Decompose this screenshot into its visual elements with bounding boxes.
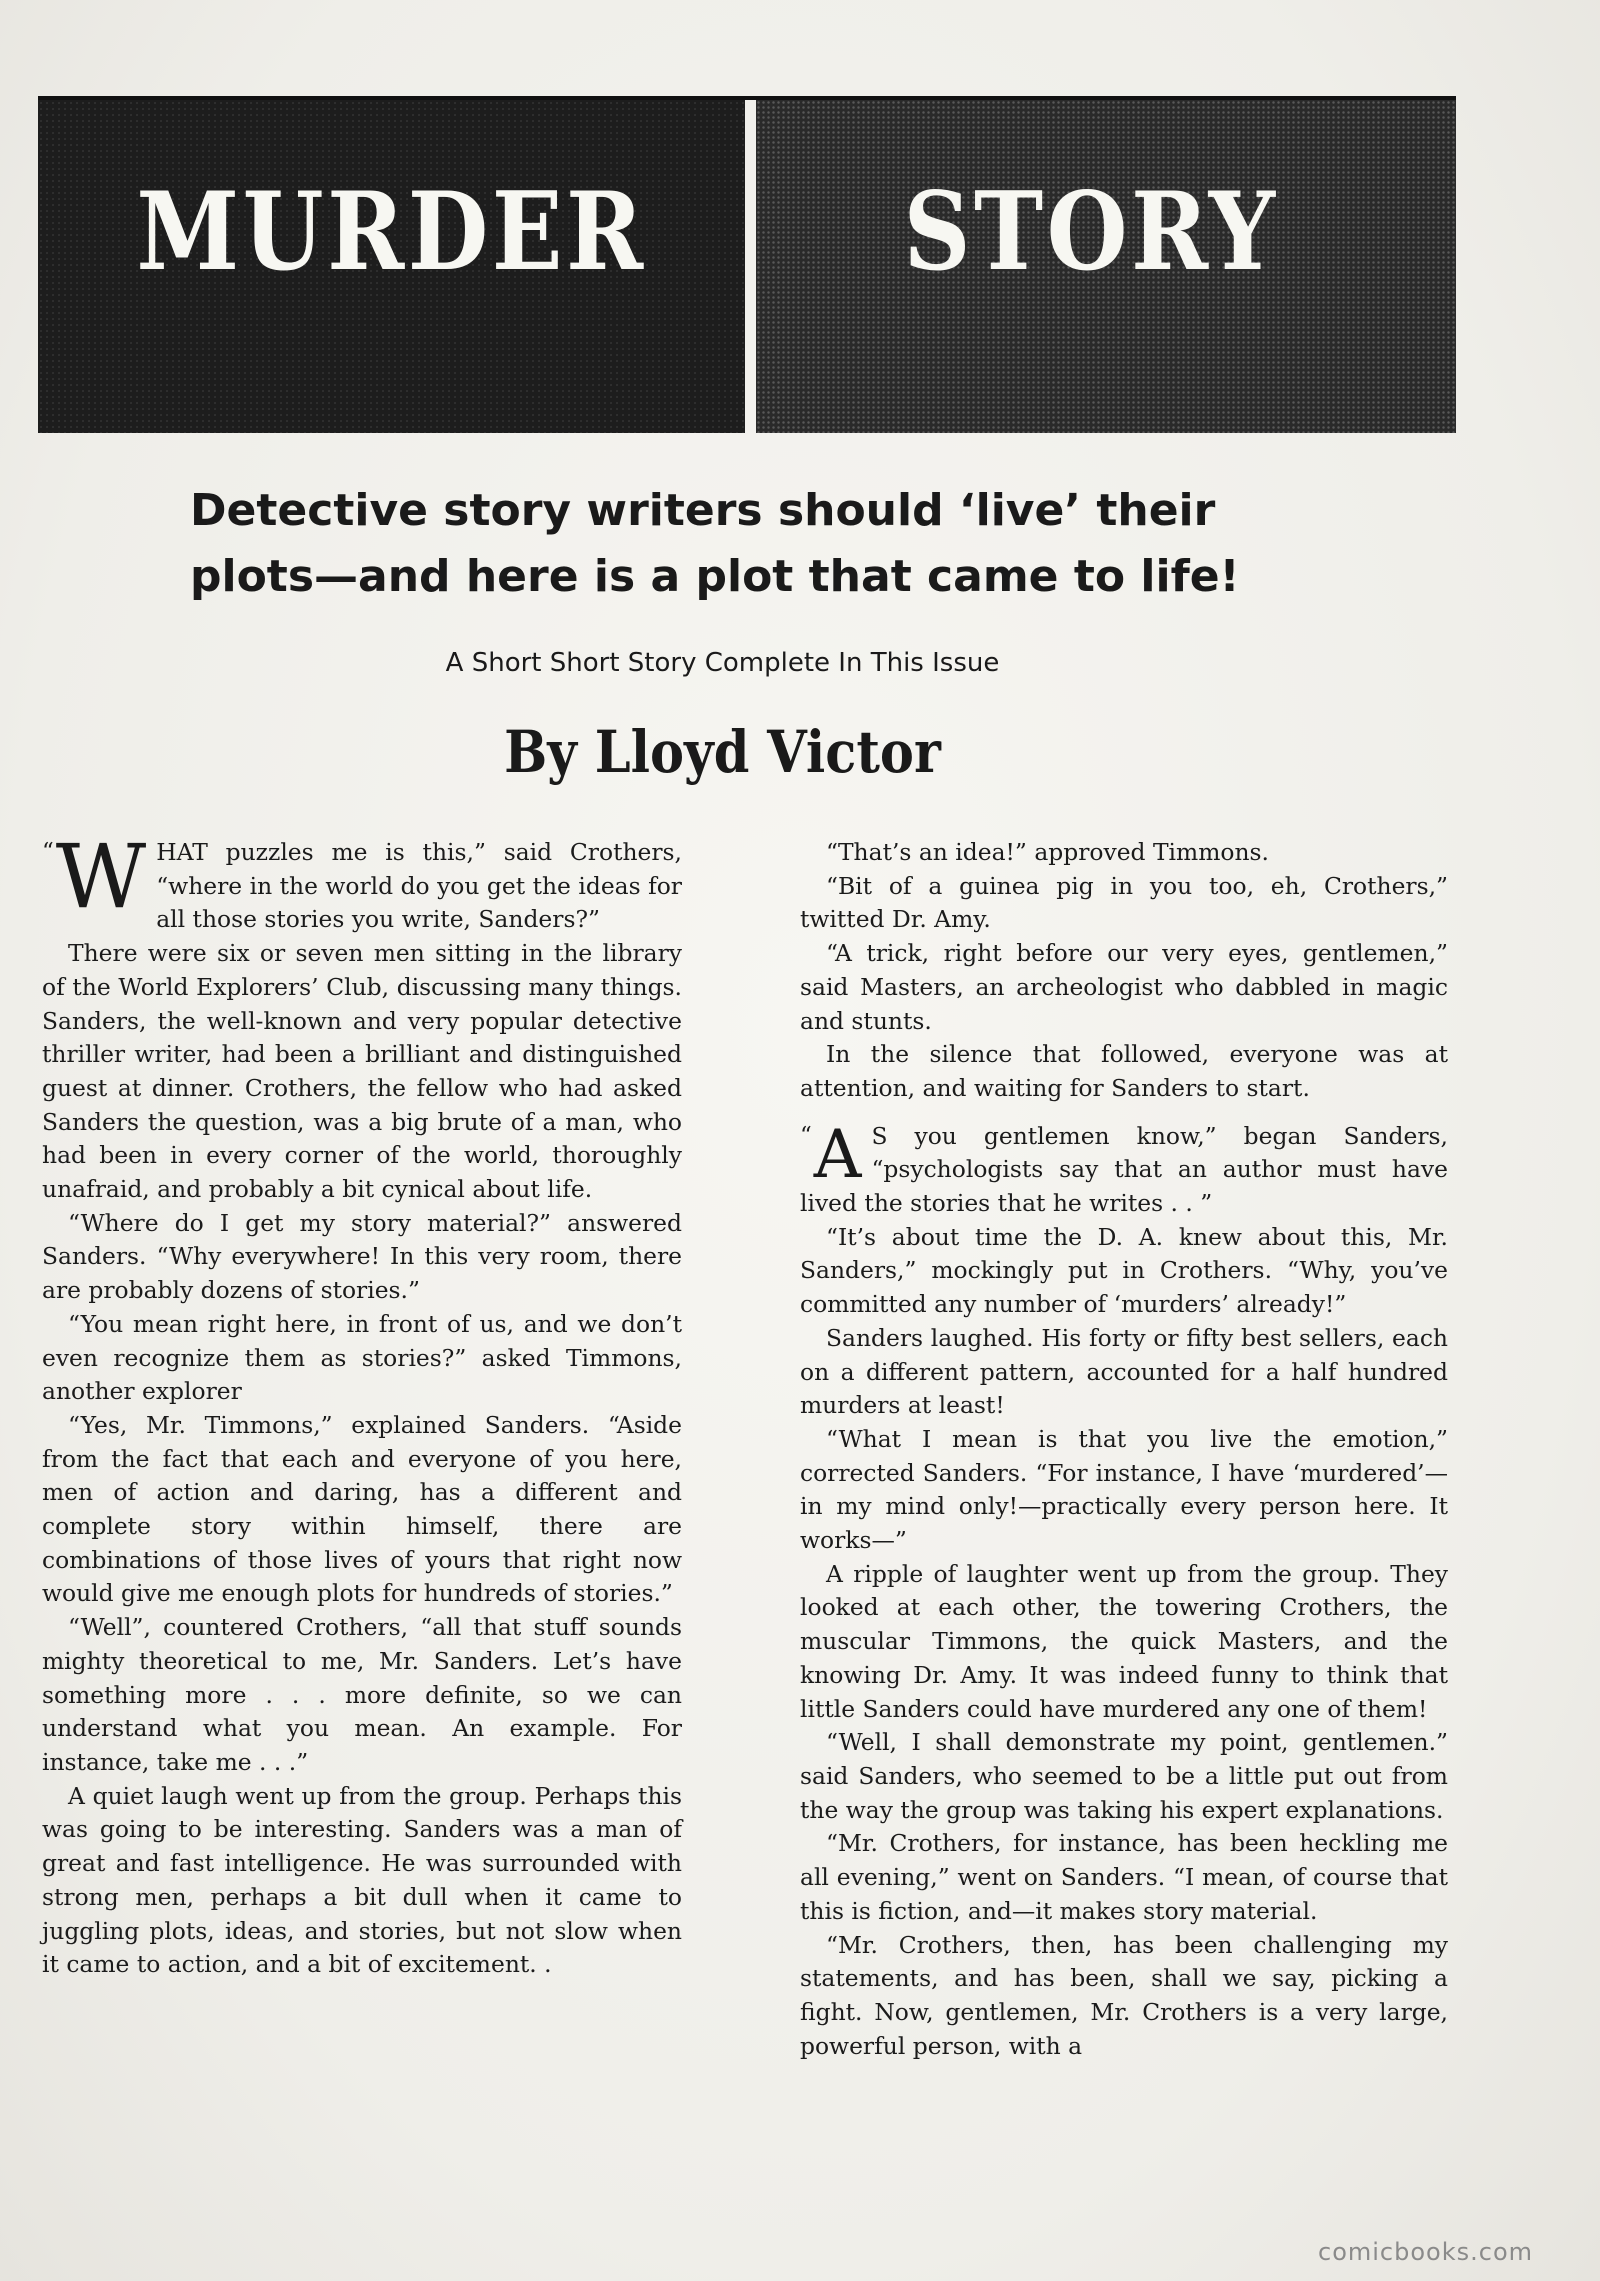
paragraph: “You mean right here, in front of us, and we don’t even recognize them as stories?” asked Timmons, another explorer <box>42 1309 682 1406</box>
paragraph: There were six or seven men sitting in the library of the World Explorers’ Club, discussing many things. Sanders, the well-known and very popular detective thriller writer, had been a brilliant and distinguished guest at dinner. Crothers, the fellow who had asked Sanders the question, was a big brute of a man, who had been in every corner of the world, thoroughly unafraid, and probably a bit cynical about life. <box>42 939 682 1204</box>
paragraph: A ripple of laughter went up from the group. They looked at each other, the towering Crothers, the muscular Timmons, the quick Masters, and the knowing Dr. Amy. It was indeed funny to think that little Sanders could have murdered any one of them! <box>800 1559 1448 1723</box>
paragraph: “Bit of a guinea pig in you too, eh, Crothers,” twitted Dr. Amy. <box>800 871 1448 934</box>
open-quote: “ <box>42 839 54 865</box>
right-column <box>800 836 1448 2063</box>
open-quote: “ <box>800 1122 812 1149</box>
paragraph-text: HAT puzzles me is this,” said Crothers, “where in the world do you get the ideas for all those stories you write, Sanders?” <box>156 838 682 934</box>
story-kicker: A Short Short Story Complete In This Issue <box>445 648 1000 678</box>
paragraph <box>800 1115 1448 1221</box>
paragraph: “Yes, Mr. Timmons,” explained Sanders. “Aside from the fact that each and everyone of you here, men of action and daring, has a different and complete story within himself, there are combinations of those lives of yours that right now would give me enough plots for hundreds of stories.” <box>42 1410 682 1608</box>
title-banner-right <box>756 100 1456 433</box>
byline: By Lloyd Victor <box>504 718 941 786</box>
paragraph: “It’s about time the D. A. knew about this, Mr. Sanders,” mockingly put in Crothers. “Why, you’ve committed any number of ‘murders’ already!” <box>800 1222 1448 1319</box>
title-word-murder: MURDER <box>136 169 647 295</box>
paragraph: “What I mean is that you live the emotion,” corrected Sanders. “For instance, I have ‘murdered’—in my mind only!—practically every person here. It works—” <box>800 1424 1448 1555</box>
drop-cap: W <box>55 825 147 928</box>
watermark: comicbooks.com <box>1318 2238 1534 2266</box>
left-column <box>42 825 682 1982</box>
paragraph: “Mr. Crothers, then, has been challenging my statements, and has been, shall we say, picking a fight. Now, gentlemen, Mr. Crothers is a very large, powerful person, with a <box>800 1930 1448 2060</box>
paragraph <box>42 825 682 937</box>
story-deck <box>190 478 1390 610</box>
paragraph-text: S you gentlemen know,” began Sanders, “psychologists say that an author must have lived the stories that he writes . . ” <box>800 1121 1448 1218</box>
paragraph: “Mr. Crothers, for instance, has been heckling me all evening,” went on Sanders. “I mean, of course that this is fiction, and—it makes story material. <box>800 1829 1448 1925</box>
paragraph: Sanders laughed. His forty or fifty best sellers, each on a different pattern, accounted for a half hundred murders at least! <box>800 1323 1448 1420</box>
paragraph: A quiet laugh went up from the group. Perhaps this was going to be interesting. Sanders was a man of great and fast intelligence. He was surrounded with strong men, perhaps a bit dull when it came to juggling plots, ideas, and stories, but not slow when it came to action, and a bit of excitement. . <box>42 1781 682 1979</box>
paragraph: “Well, I shall demonstrate my point, gentlemen.” said Sanders, who seemed to be a little put out from the way the group was taking his expert explanations. <box>800 1728 1448 1824</box>
title-word-story: STORY <box>903 169 1279 295</box>
paragraph: “Where do I get my story material?” answered Sanders. “Why everywhere! In this very room, there are probably dozens of stories.” <box>42 1208 682 1305</box>
deck-line-1: Detective story writers should ‘live’ their <box>190 485 1216 536</box>
title-banner-left <box>38 100 745 433</box>
paragraph: In the silence that followed, everyone was at attention, and waiting for Sanders to start. <box>800 1040 1448 1102</box>
deck-line-2: plots—and here is a plot that came to life! <box>190 551 1240 602</box>
drop-cap: A <box>813 1115 862 1193</box>
paragraph: “That’s an idea!” approved Timmons. <box>826 838 1269 866</box>
paragraph: “A trick, right before our very eyes, gentlemen,” said Masters, an archeologist who dabbled in magic and stunts. <box>800 939 1448 1035</box>
paragraph: “Well”, countered Crothers, “all that stuff sounds mighty theoretical to me, Mr. Sanders. Let’s have something more . . . more definite, so we can understand what you mean. An example. For instance, take me . . .” <box>42 1613 682 1776</box>
